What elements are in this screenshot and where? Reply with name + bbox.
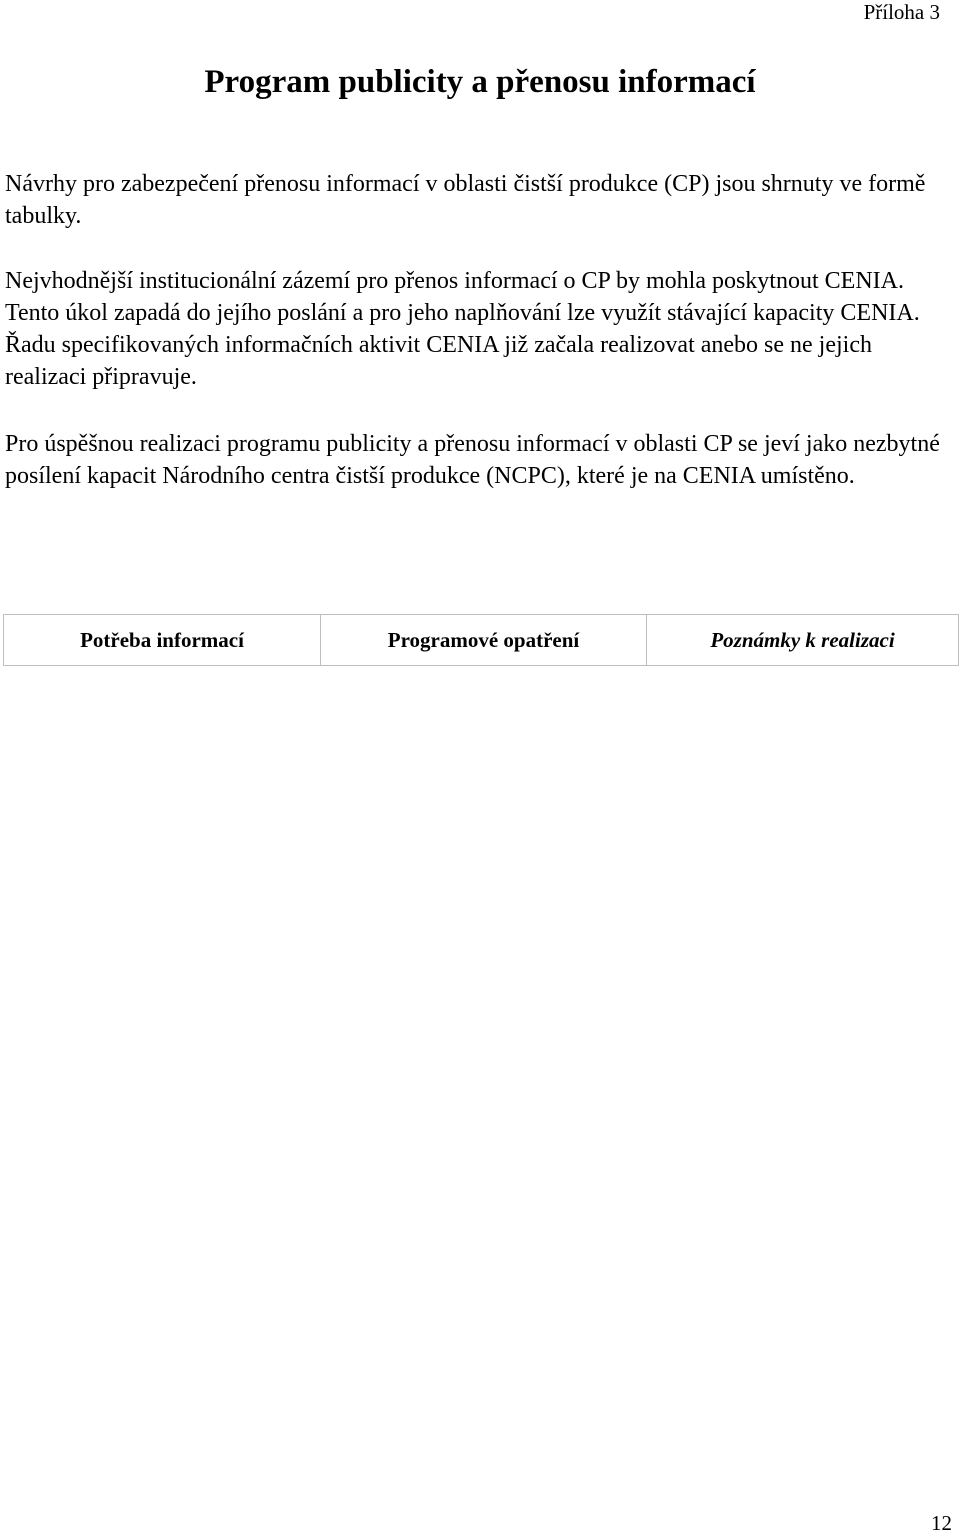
intro-paragraph: Návrhy pro zabezpečení přenosu informací v oblasti čistší produkce (CP) jsou shrnuty ve formě tabulky. xyxy=(5,171,926,229)
table-header-row xyxy=(4,615,959,666)
capacity-paragraph: Pro úspěšnou realizaci programu publicity a přenosu informací v oblasti CP se jeví jako nezbytné posílení kapacit Národního centra čistší produkce (NCPC), které je na CENIA umístěno. xyxy=(5,431,940,489)
column-header-program-measure: Programové opatření xyxy=(321,615,647,666)
program-table xyxy=(3,614,959,666)
column-header-information-need: Potřeba informací xyxy=(4,615,321,666)
attachment-label: Příloha 3 xyxy=(863,0,940,24)
column-header-implementation-notes: Poznámky k realizaci xyxy=(647,615,959,666)
page-title: Program publicity a přenosu informací xyxy=(204,64,756,100)
page-number: 12 xyxy=(931,1511,952,1535)
institution-paragraph: Nejvhodnější institucionální zázemí pro přenos informací o CP by mohla poskytnout CENIA. Tento úkol zapadá do jejího poslání a pro jeho naplňování lze využít stávající kapacity CENIA. Řadu specifikovaných informačních aktivit CENIA již začala realizovat anebo se ne jejich realizaci připravuje. xyxy=(5,268,920,390)
